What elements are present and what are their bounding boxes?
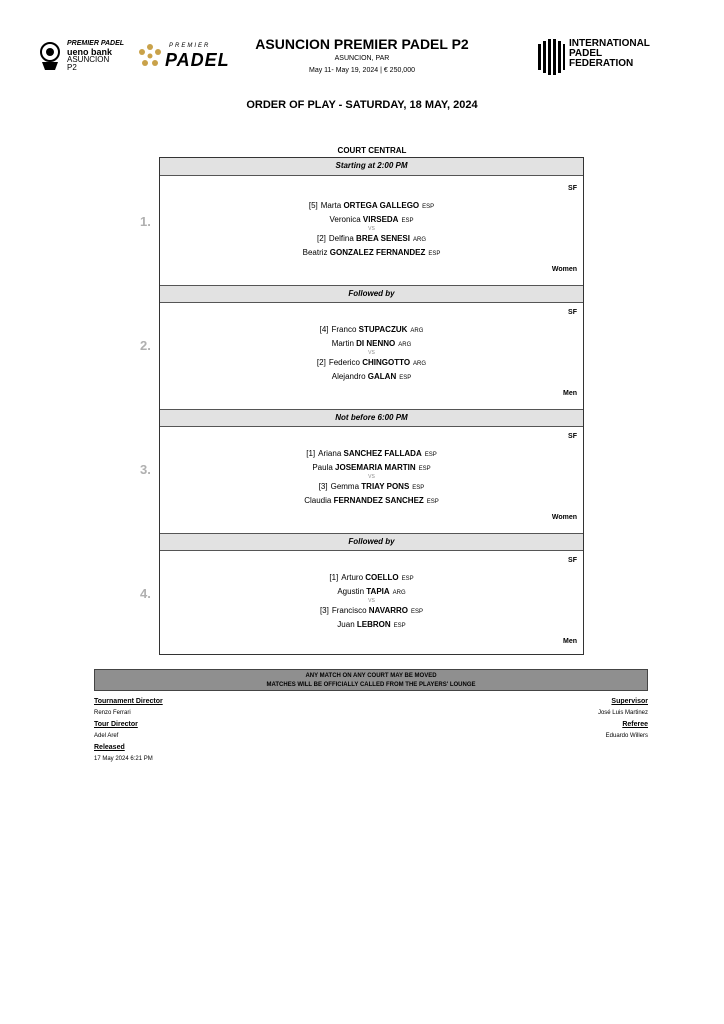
notice-line-1: ANY MATCH ON ANY COURT MAY BE MOVED [305,673,437,679]
player-first-name: Gemma [330,482,360,491]
player-line [160,201,583,210]
category-label: Women [551,266,577,273]
notice-banner [94,669,648,691]
vs-label: VS [368,350,375,356]
match-number: 2. [140,338,151,353]
player-last-name: TAPIA [366,587,390,596]
fip-line-3: FEDERATION [569,58,634,69]
player-last-name: BREA SENESI [356,234,410,243]
player-line [160,482,583,491]
player-first-name: Arturo [341,573,364,582]
round-label: SF [568,309,577,316]
player-nationality: ESP [399,375,412,381]
player-last-name: CHINGOTTO [362,358,411,367]
referee-name: Eduardo Willers [605,733,648,739]
logo-line-4: P2 [67,63,77,72]
player-nationality: ARG [413,361,427,367]
player-nationality: ESP [412,485,425,491]
time-band: Not before 6:00 PM [160,409,583,427]
player-nationality: ESP [422,204,435,210]
player-last-name: JOSEMARIA MARTIN [335,463,416,472]
player-nationality: ESP [401,218,414,224]
supervisor-name: José Luis Martinez [597,710,648,716]
tournament-title: ASUNCION PREMIER PADEL P2 [255,36,469,52]
fip-line-1: INTERNATIONAL [569,38,650,49]
round-label: SF [568,185,577,192]
match-number: 3. [140,462,151,477]
player-nationality: ESP [393,623,406,629]
tour-director-name: Adel Aref [94,733,119,739]
player-nationality: ARG [410,328,424,334]
player-nationality: ESP [418,466,431,472]
released-datetime: 17 May 2024 6:21 PM [94,756,153,762]
notice-line-2: MATCHES WILL BE OFFICIALLY CALLED FROM THE PLAYERS' LOUNGE [266,682,476,688]
player-seed: [3] [318,482,328,491]
player-seed: [2] [317,234,326,243]
player-line [160,215,583,224]
time-band: Followed by [160,285,583,303]
player-first-name: Federico [328,358,360,367]
player-line [160,372,583,381]
released-label: Released [94,744,125,751]
player-nationality: ESP [424,452,437,458]
player-first-name: Delfina [328,234,354,243]
round-label: SF [568,557,577,564]
category-label: Men [563,638,577,645]
player-line [160,463,583,472]
player-line [160,620,583,629]
logo-line-1: PREMIER PADEL [67,40,125,47]
player-line [160,339,583,348]
player-first-name: Paula [312,463,333,472]
tournament-director-label: Tournament Director [94,698,163,705]
logo-line-3: ASUNCION [67,55,110,64]
tournament-dates: May 11- May 19, 2024 | € 250,000 [309,67,415,74]
player-nationality: ESP [428,251,441,257]
player-seed: [5] [308,201,318,210]
player-line [160,358,583,367]
player-line [160,234,583,243]
category-label: Men [563,390,577,397]
player-seed: [1] [306,449,316,458]
player-first-name: Alejandro [331,372,366,381]
match-number: 1. [140,214,151,229]
court-name: COURT CENTRAL [337,146,407,155]
logo-premier-text: PREMIER [169,43,211,49]
fip-line-2: PADEL [569,48,603,59]
premier-padel-star-icon [138,43,162,69]
category-label: Women [551,514,577,521]
player-seed: [2] [316,358,326,367]
player-last-name: GONZALEZ FERNANDEZ [329,248,426,257]
match-number: 4. [140,586,151,601]
player-nationality: ESP [426,499,439,505]
player-seed: [4] [319,325,329,334]
player-line [160,325,583,334]
player-first-name: Beatriz [302,248,328,257]
player-last-name: ORTEGA GALLEGO [343,201,420,210]
player-last-name: COELLO [365,573,399,582]
supervisor-label: Supervisor [611,698,648,705]
tour-director-label: Tour Director [94,721,138,728]
player-line [160,248,583,257]
player-first-name: Marta [320,201,342,210]
player-first-name: Veronica [329,215,361,224]
player-first-name: Juan [337,620,355,629]
tournament-director-name: Renzo Ferrari [94,710,131,716]
player-last-name: LEBRON [356,620,391,629]
player-line [160,496,583,505]
player-first-name: Martin [331,339,354,348]
vs-label: VS [368,474,375,480]
player-first-name: Agustin [337,587,365,596]
referee-label: Referee [622,721,648,728]
padel-ball-icon [536,38,566,76]
vs-label: VS [368,598,375,604]
player-nationality: ARG [398,342,412,348]
player-last-name: TRIAY PONS [361,482,410,491]
player-first-name: Francisco [331,606,367,615]
vs-label: VS [368,226,375,232]
player-first-name: Franco [331,325,357,334]
player-nationality: ESP [411,609,424,615]
fip-logo [536,38,650,78]
player-first-name: Ariana [318,449,342,458]
round-label: SF [568,433,577,440]
player-line [160,606,583,615]
player-seed: [3] [319,606,329,615]
player-line [160,587,583,596]
player-seed: [1] [329,573,339,582]
player-line [160,449,583,458]
tournament-location: ASUNCION, PAR [334,55,390,62]
schedule-table [140,157,584,655]
player-last-name: FERNANDEZ SANCHEZ [333,496,424,505]
player-last-name: NAVARRO [368,606,409,615]
premier-padel-asuncion-logo [36,40,126,80]
player-first-name: Claudia [304,496,332,505]
player-line [160,573,583,582]
logo-padel-text: PADEL [165,50,230,70]
player-nationality: ESP [401,576,414,582]
player-nationality: ARG [412,237,426,243]
player-last-name: GALAN [367,372,397,381]
premier-padel-logo [138,43,240,73]
logo-line-2: ueno bank [67,47,113,57]
order-of-play-heading: ORDER OF PLAY - SATURDAY, 18 MAY, 2024 [246,99,478,111]
player-last-name: STUPACZUK [358,325,408,334]
player-last-name: SANCHEZ FALLADA [343,449,422,458]
player-last-name: DI NENNO [356,339,396,348]
time-band: Starting at 2:00 PM [160,158,583,176]
player-last-name: VIRSEDA [362,215,399,224]
time-band: Followed by [160,533,583,551]
player-nationality: ARG [392,590,406,596]
trophy-emblem-icon [36,40,64,72]
